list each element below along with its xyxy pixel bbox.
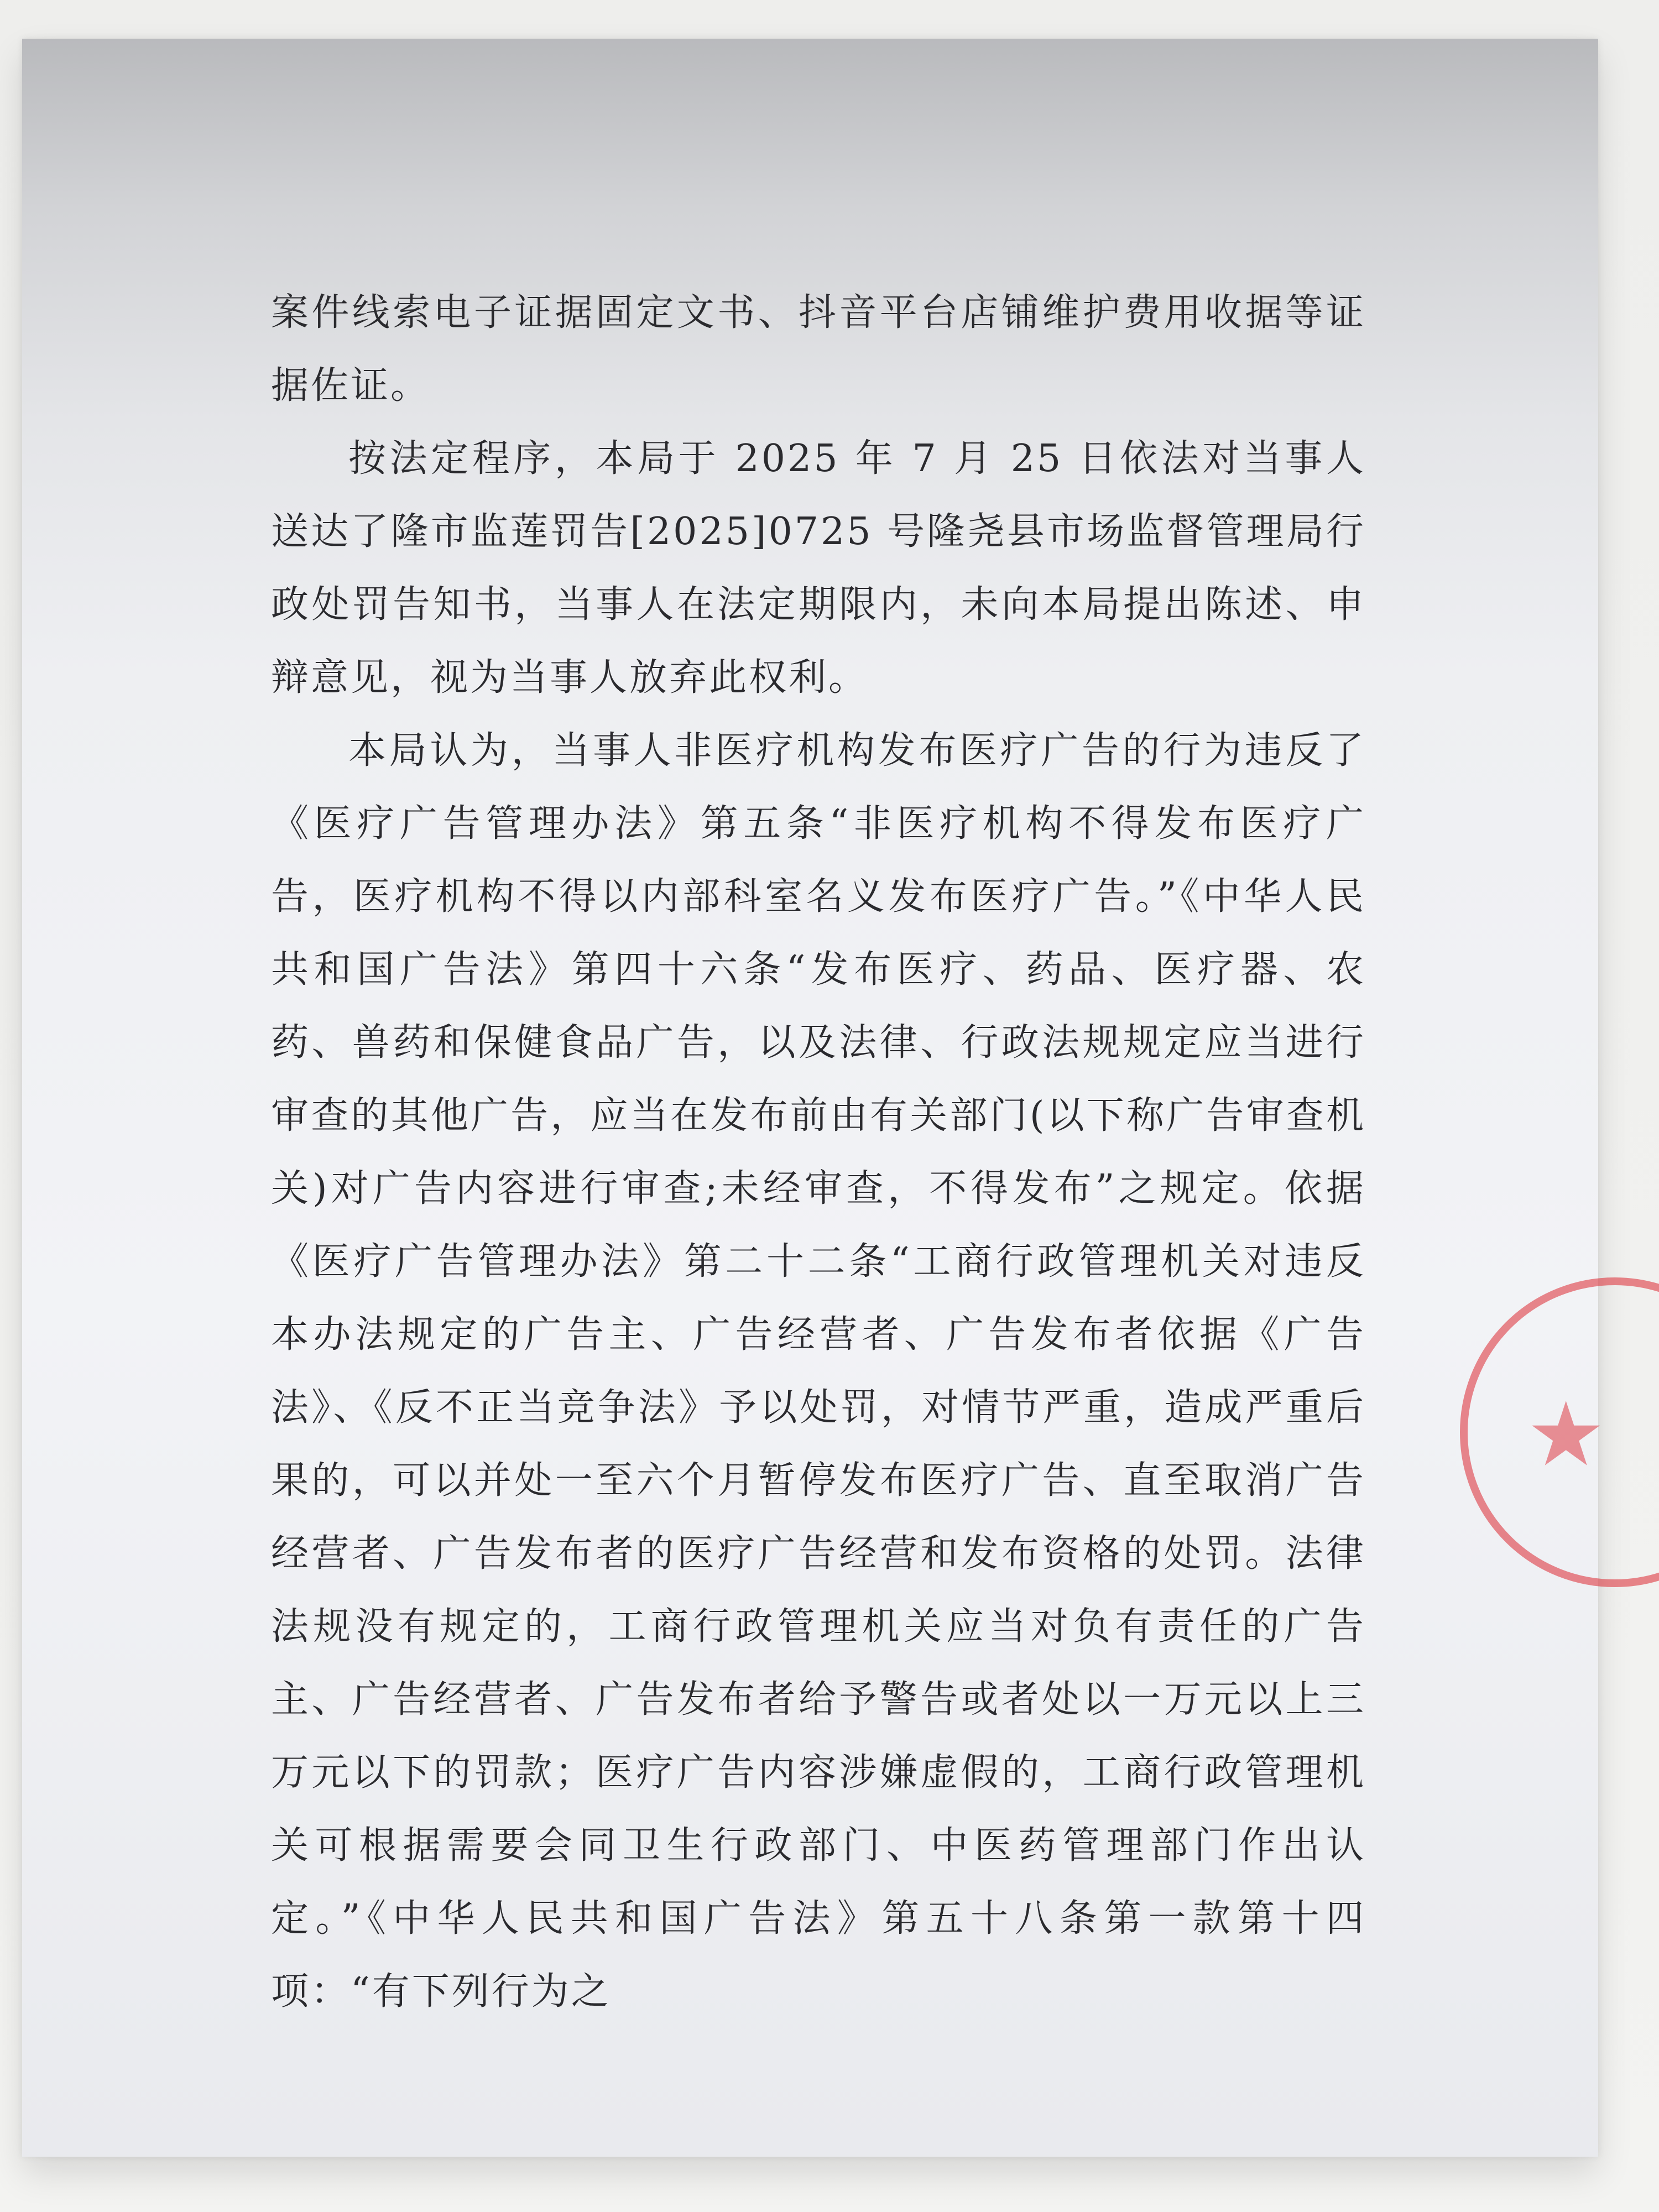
official-seal-stamp [1460, 1277, 1659, 1587]
document-body [271, 276, 1366, 2028]
paragraph-2: 按法定程序，本局于 2025 年 7 月 25 日依法对当事人送达了隆市监莲罚告[2025]0725 号隆尧县市场监督管理局行政处罚告知书，当事人在法定期限内，未向本局提出陈述、申辩意见，视为当事人放弃此权利。 [271, 437, 1366, 700]
seal-star-icon: ★ [1526, 1383, 1606, 1486]
paragraph-3: 本局认为，当事人非医疗机构发布医疗广告的行为违反了《医疗广告管理办法》第五条“非医疗机构不得发布医疗广告，医疗机构不得以内部科室名义发布医疗广告。”《中华人民共和国广告法》第四十六条“发布医疗、药品、医疗器、农药、兽药和保健食品广告，以及法律、行政法规规定应当进行审查的其他广告，应当在发布前由有关部门(以下称广告审查机关)对广告内容进行审查;未经审查，不得发布”之规定。依据《医疗广告管理办法》第二十二条“工商行政管理机关对违反本办法规定的广告主、广告经营者、广告发布者依据《广告法》、《反不正当竞争法》予以处罚，对情节严重，造成严重后果的，可以并处一至六个月暂停发布医疗广告、直至取消广告经营者、广告发布者的医疗广告经营和发布资格的处罚。法律法规没有规定的，工商行政管理机关应当对负有责任的广告主、广告经营者、广告发布者给予警告或者处以一万元以上三万元以下的罚款；医疗广告内容涉嫌虚假的，工商行政管理机关可根据需要会同卫生行政部门、中医药管理部门作出认定。”《中华人民共和国广告法》第五十八条第一款第十四项：“有下列行为之 [271, 729, 1366, 2013]
paragraph-1: 案件线索电子证据固定文书、抖音平台店铺维护费用收据等证据佐证。 [271, 291, 1366, 408]
